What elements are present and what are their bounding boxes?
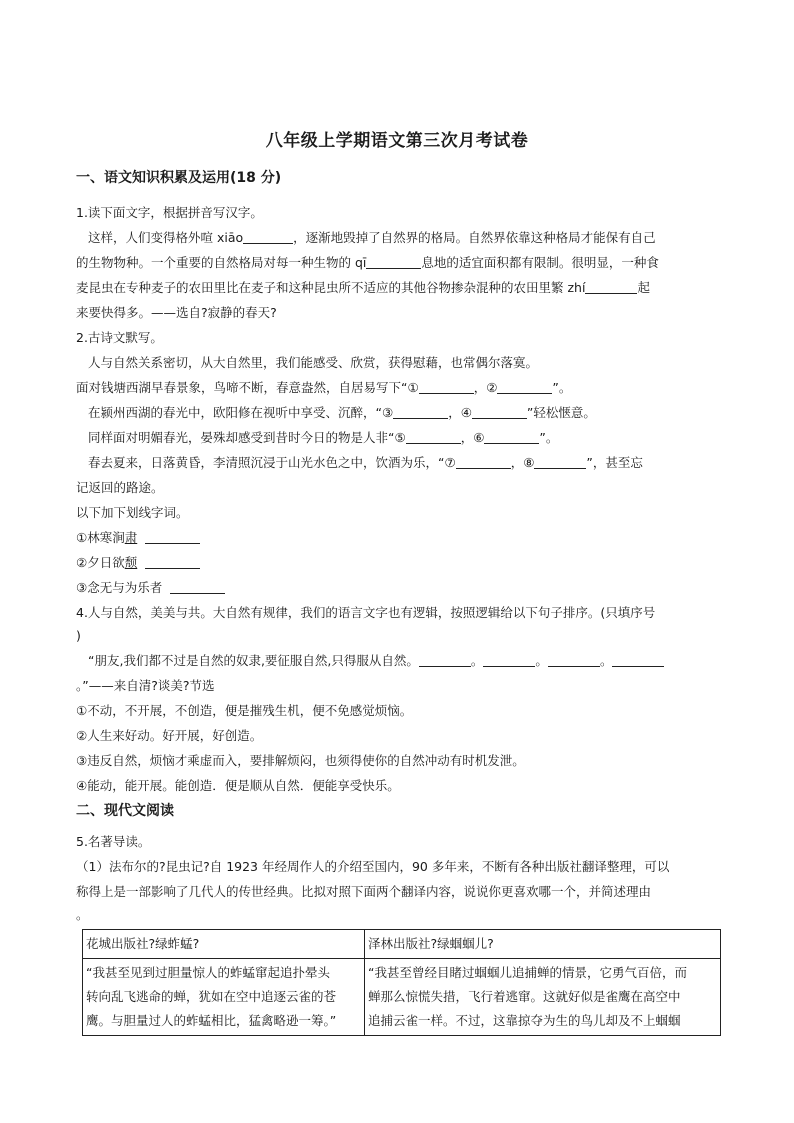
q4-label-line-2: ) [76,628,81,643]
q1-text-line-2: 的生物物种。一个重要的自然格局对每一种生物的 qī 息地的适宜面积都有限制。很明显，一种食 [76,255,659,270]
q2-blank-2[interactable] [497,380,552,394]
q1-text-line-3: 麦昆虫在专种麦子的农田里比在麦子和这种昆虫所不适应的其他谷物掺杂混种的农田里繁 zhí 起 [76,280,650,295]
q2-line-6: 记返回的路途。 [76,480,164,495]
q1-text-line-4: 来要快得多。——选自?寂静的春天? [76,305,277,320]
q3-item-2: ②夕日欲颓 [76,554,720,572]
q2-line-4: 同样面对明媚春光，晏殊却感受到昔时今日的物是人非“⑤ ，⑥ ”。 [88,430,559,445]
q4-option-4: ④能动，能开展。能创造．便是顺从自然．便能享受快乐。 [76,778,400,793]
q3-blank-2[interactable] [145,555,200,569]
section-1-heading: 一、语文知识积累及运用(18 分) [76,170,282,186]
q2-blank-8[interactable] [534,455,586,469]
q1-answer-blank-1[interactable] [243,230,293,244]
q1-answer-blank-3[interactable] [585,280,637,294]
q5-text-line-3: 。 [76,907,89,922]
page-title: 八年级上学期语文第三次月考试卷 [265,131,529,151]
q4-option-1: ①不动，不开展，不创造，便是摧残生机，便不免感觉烦恼。 [76,703,413,718]
q2-blank-3[interactable] [393,405,448,419]
q3-item-3: ③念无与为乐者 [76,579,720,597]
q4-quote-line: “朋友,我们都不过是自然的奴隶,要征服自然,只得服从自然。 。 。 。 [88,652,720,670]
q2-line-5: 春去夏来，日落黄昏，李清照沉浸于山光水色之中，饮酒为乐，“⑦ ，⑧ ”，甚至忘 [88,455,643,470]
q5-text-line-1: （1）法布尔的?昆虫记?自 1923 年经周作人的介绍至国内，90 多年来，不断有各种出版社翻译整理，可以 [76,859,670,874]
q5-text-line-2: 称得上是一部影响了几代人的传世经典。比拟对照下面两个翻译内容，说说你更喜欢哪一个，并简述理由 [76,884,652,899]
translation-comparison-table [82,929,721,1036]
table-row [83,959,721,1036]
q3-label: 以下加下划线字词。 [76,505,189,520]
q1-label: 1.读下面文字，根据拼音写汉字。 [76,205,263,220]
table-cell-huacheng: “我甚至见到过胆量惊人的蚱蜢窜起追扑晕头 转向乱飞逃命的蝉，犹如在空中追逐云雀的苍 鹰。与胆量过人的蚱蜢相比，猛禽略逊一筹。” [83,959,365,1036]
q3-blank-1[interactable] [145,530,200,544]
q2-blank-7[interactable] [456,455,511,469]
q4-blank-2[interactable] [483,653,535,667]
q5-label: 5.名著导读。 [76,834,151,849]
table-header-zelin: 泽林出版社?绿蝈蝈儿? [365,930,721,959]
table-header-row [83,930,721,959]
q4-blank-4[interactable] [612,653,664,667]
q2-blank-1[interactable] [419,380,474,394]
q2-blank-6[interactable] [484,430,539,444]
q3-item-1: ①林寒涧肃 [76,529,720,547]
q3-blank-3[interactable] [170,580,225,594]
q4-blank-1[interactable] [419,653,471,667]
q4-quote-end: 。”——来自清?谈美?节选 [76,678,215,693]
q2-intro: 人与自然关系密切，从大自然里，我们能感受、欣赏，获得慰藉，也常偶尔落寞。 [88,355,539,370]
q2-blank-5[interactable] [406,430,461,444]
section-2-heading: 二、现代文阅读 [76,803,174,819]
q1-text-line-1: 这样，人们变得格外喧 xiāo ，逐渐地毁掉了自然界的格局。自然界依靠这种格局才能保有自己 [88,230,656,245]
q2-line-2: 面对钱塘西湖早春景象，鸟啼不断，春意盎然，自居易写下“① ，② ”。 [76,380,572,395]
q4-blank-3[interactable] [548,653,600,667]
q4-option-3: ③违反自然，烦恼才乘虚而入，要排解烦闷，也须得使你的自然冲动有时机发泄。 [76,753,525,768]
table-cell-zelin: “我甚至曾经目睹过蝈蝈儿追捕蝉的情景，它勇气百倍，而 蝉那么惊慌失措，飞行着逃窜。这就好似是雀鹰在高空中 追捕云雀一样。不过，这靠掠夺为生的鸟儿却及不上蝈蝈 [365,959,721,1036]
q2-label: 2.古诗文默写。 [76,330,163,345]
q1-answer-blank-2[interactable] [366,255,421,269]
q4-label-line-1: 4.人与自然，美美与共。大自然有规律，我们的语言文字也有逻辑，按照逻辑给以下句子排序。(只填序号 [76,605,656,620]
q2-line-3: 在颍州西湖的春光中，欧阳修在视听中享受、沉醉，“③ ，④ ”轻松惬意。 [88,405,596,420]
q4-option-2: ②人生来好动。好开展，好创造。 [76,728,263,743]
table-header-huacheng: 花城出版社?绿蚱蜢? [83,930,365,959]
q2-blank-4[interactable] [472,405,527,419]
